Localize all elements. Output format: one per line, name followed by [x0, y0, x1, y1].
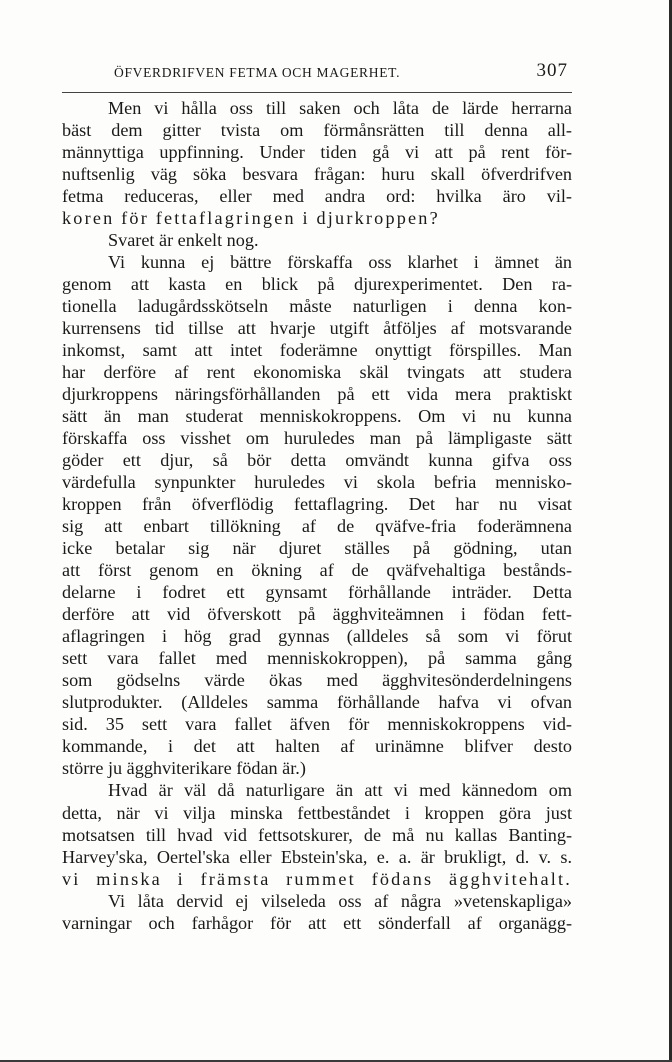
text-line: männyttiga uppfinning. Under tiden gå vi att på rent för-	[62, 142, 572, 163]
text-line: göder ett djur, så bör detta omvändt kunna gifva oss	[62, 450, 572, 471]
running-title: ÖFVERDRIFVEN FETMA OCH MAGERHET.	[114, 65, 401, 80]
text-line: har derföre af rent ekonomiska skäl tvingats att studera	[62, 362, 572, 383]
text-line: sätt än man studerat menniskokroppens. Om vi nu kunna	[62, 406, 572, 427]
text-line: bäst dem gitter tvista om förmånsrätten till denna all-	[62, 120, 572, 141]
text-line: Hvad är väl då naturligare än att vi med kännedom om	[108, 780, 572, 801]
text-line: icke betalar sig när djuret ställes på gödning, utan	[62, 538, 572, 559]
text-line: kommande, i det att halten af urinämne blifver desto	[62, 736, 572, 757]
header-rule	[62, 92, 572, 93]
text-line: som gödselns värde ökas med ägghvitesönderdelningens	[62, 670, 572, 691]
text-line: Svaret är enkelt nog.	[108, 230, 259, 251]
text-line: Vi låta dervid ej vilseleda oss af några »vetenskapliga»	[108, 890, 572, 911]
text-line: detta, när vi vilja minska fettbeståndet i kroppen göra just	[62, 802, 572, 823]
text-line: fetma reduceras, eller med andra ord: hvilka äro vil-	[62, 186, 572, 207]
text-line: Vi kunna ej bättre förskaffa oss klarhet i ämnet än	[108, 252, 572, 273]
text-line: kroppen från öfverflödig fettaflagring. Det har nu visat	[62, 494, 572, 515]
text-line: Men vi hålla oss till saken och låta de lärde herrarna	[108, 98, 572, 118]
text-line: att först genom en ökning af de qväfvehaltiga bestånds-	[62, 560, 572, 581]
text-line: sig att enbart tillökning af de qväfve-fria foderämnena	[62, 516, 572, 537]
text-line: sid. 35 sett vara fallet äfven för menniskokroppens vid-	[62, 714, 572, 735]
text-line: vi minska i främsta rummet födans ägghvitehalt.	[62, 868, 572, 889]
text-line: förskaffa oss visshet om huruledes man på lämpligaste sätt	[62, 428, 572, 449]
text-line: värdefulla synpunkter huruledes vi skola befria mennisko-	[62, 472, 572, 493]
text-line: djurkroppens näringsförhållanden på ett vida mera praktiskt	[62, 384, 572, 405]
text-line: nuftsenlig väg söka besvara frågan: huru skall öfverdrifven	[62, 164, 572, 185]
text-line: motsatsen till hvad vid fettsotskurer, de må nu kallas Banting-	[62, 824, 572, 845]
page-number: 307	[536, 60, 568, 81]
page-header	[62, 60, 572, 86]
body-text	[62, 97, 572, 934]
text-line: sett vara fallet med menniskokroppen), på samma gång	[62, 648, 572, 669]
text-line: koren för fettaflagringen i djurkroppen?	[62, 208, 440, 229]
text-line: genom att kasta en blick på djurexperimentet. Den ra-	[62, 274, 572, 295]
text-line: aflagringen i hög grad gynnas (alldeles så som vi förut	[62, 626, 572, 647]
text-line: Harvey'ska, Oertel'ska eller Ebstein'ska, e. a. är brukligt, d. v. s.	[62, 846, 572, 867]
text-line: slutprodukter. (Alldeles samma förhållande hafva vi ofvan	[62, 692, 572, 713]
text-line: delarne i fodret ett gynsamt förhållande inträder. Detta	[62, 582, 572, 603]
text-line: kurrensens tid tillse att hvarje utgift åtföljes af motsvarande	[62, 318, 572, 339]
text-line: tionella ladugårdsskötseln måste naturligen i denna kon-	[62, 296, 572, 317]
text-line: större ju ägghviterikare födan är.)	[62, 758, 306, 779]
text-line: derföre att vid öfverskott på ägghviteämnen i födan fett-	[62, 604, 572, 625]
text-line: varningar och farhågor för att ett sönderfall af organägg-	[62, 912, 572, 933]
text-line: inkomst, samt att intet foderämne onyttigt förspilles. Man	[62, 340, 572, 361]
